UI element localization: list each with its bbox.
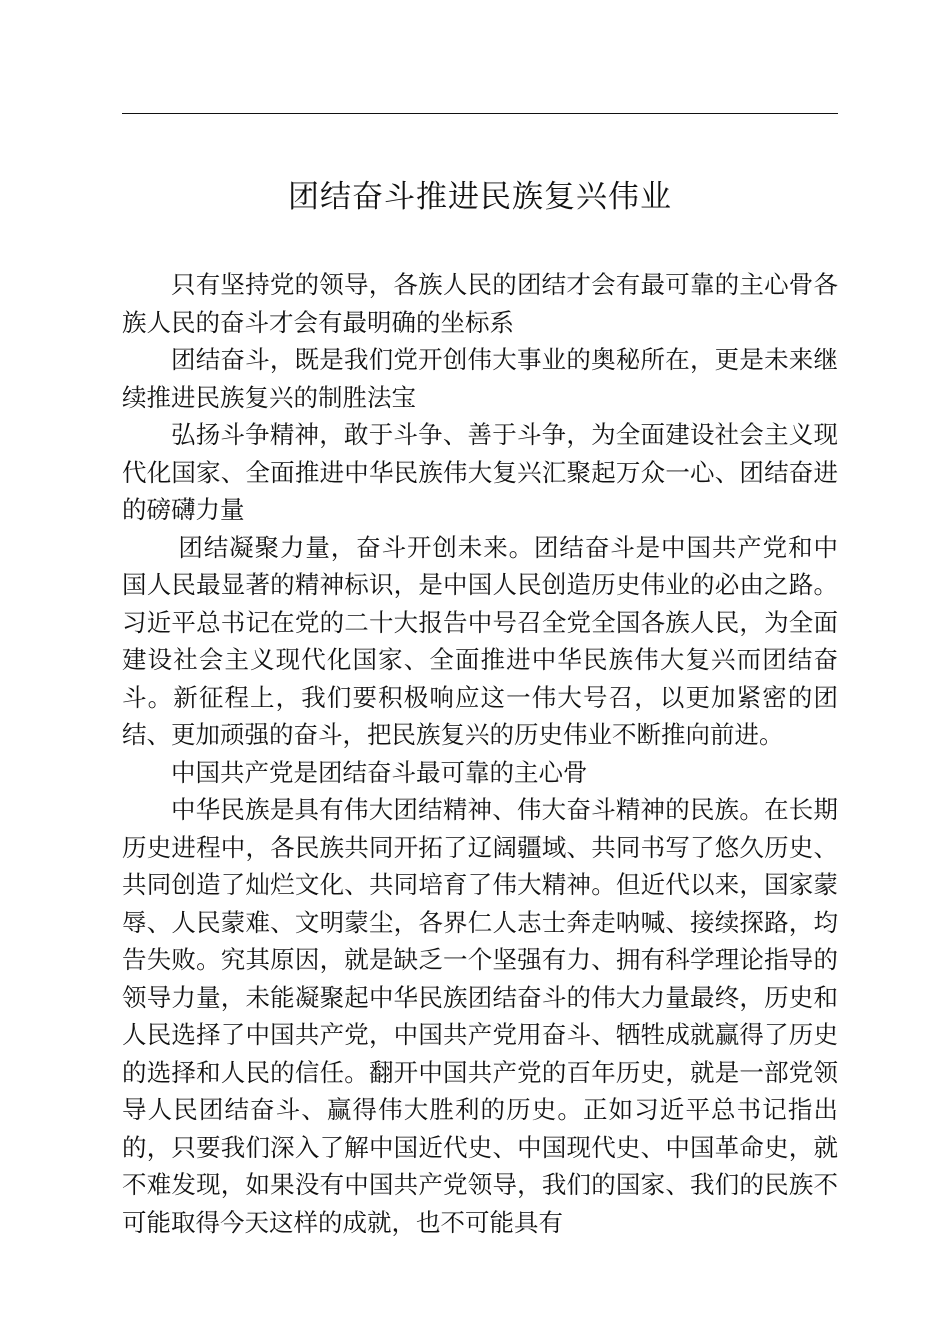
paragraph: 团结凝聚力量，奋斗开创未来。团结奋斗是中国共产党和中国人民最显著的精神标识，是中国人民创造历史伟业的必由之路。习近平总书记在党的二十大报告中号召全党全国各族人民，为全面建设社会主义现代化国家、全面推进中华民族伟大复兴而团结奋斗。新征程上，我们要积极响应这一伟大号召，以更加紧密的团结、更加顽强的奋斗，把民族复兴的历史伟业不断推向前进。: [122, 532, 838, 749]
paragraph: 中华民族是具有伟大团结精神、伟大奋斗精神的民族。在长期历史进程中，各民族共同开拓了辽阔疆域、共同书写了悠久历史、共同创造了灿烂文化、共同培育了伟大精神。但近代以来，国家蒙辱、人民蒙难、文明蒙尘，各界仁人志士奔走呐喊、接续探路，均告失败。究其原因，就是缺乏一个坚强有力、拥有科学理论指导的领导力量，未能凝聚起中华民族团结奋斗的伟大力量最终，历史和人民选择了中国共产党，中国共产党用奋斗、牺牲成就赢得了历史的选择和人民的信任。翻开中国共产党的百年历史，就是一部党领导人民团结奋斗、赢得伟大胜利的历史。正如习近平总书记指出的，只要我们深入了解中国近代史、中国现代史、中国革命史，就不难发现，如果没有中国共产党领导，我们的国家、我们的民族不可能取得今天这样的成就，也不可能具有: [122, 795, 838, 1237]
paragraph: 弘扬斗争精神，敢于斗争、善于斗争，为全面建设社会主义现代化国家、全面推进中华民族伟大复兴汇聚起万众一心、团结奋进的磅礴力量: [122, 420, 838, 524]
paragraph: 只有坚持党的领导，各族人民的团结才会有最可靠的主心骨各族人民的奋斗才会有最明确的坐标系: [122, 270, 838, 337]
paragraph: 团结奋斗，既是我们党开创伟大事业的奥秘所在，更是未来继续推进民族复兴的制胜法宝: [122, 345, 838, 412]
header-rule: [122, 113, 838, 114]
document-title: 团结奋斗推进民族复兴伟业: [288, 179, 672, 215]
document-body: [122, 266, 838, 1241]
section-heading: 中国共产党是团结奋斗最可靠的主心骨: [171, 757, 588, 787]
